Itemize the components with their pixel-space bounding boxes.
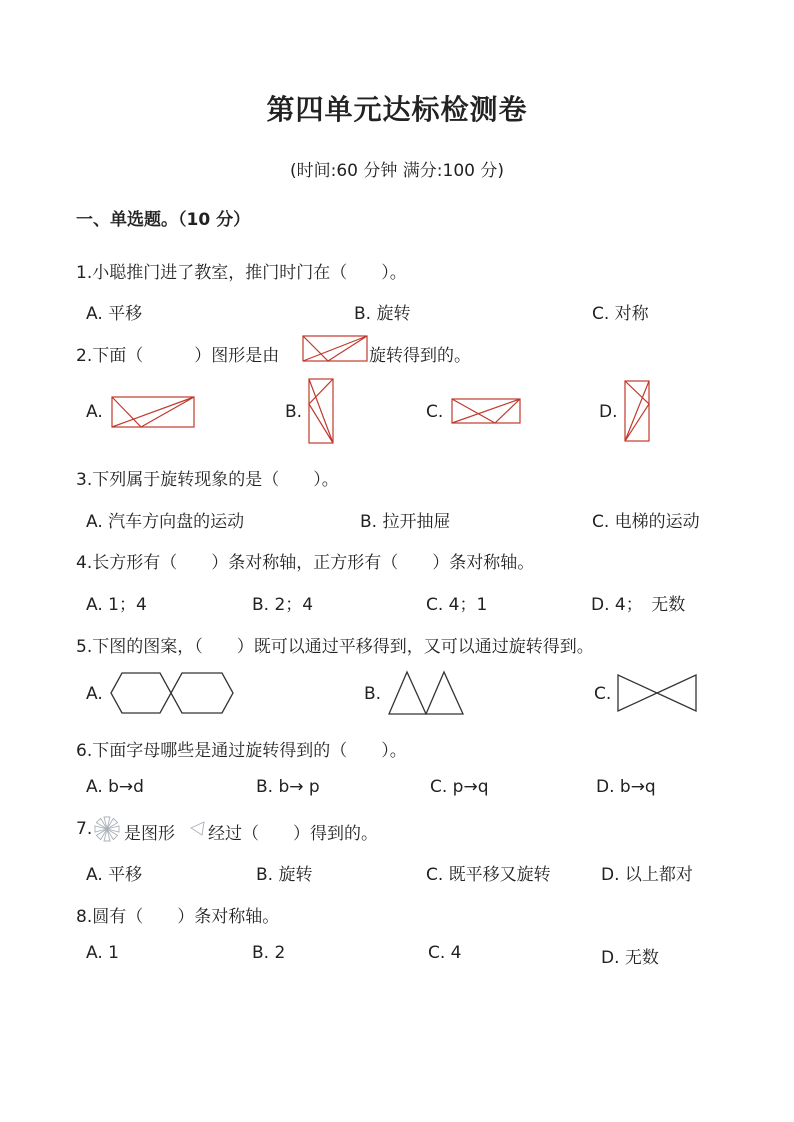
q7-option-c[interactable]: C. 既平移又旋转 (426, 865, 551, 885)
q4-option-d[interactable]: D. 4； 无数 (591, 595, 686, 615)
question-8-stem: 8.圆有（ ）条对称轴。 (76, 907, 280, 927)
q5-option-a-figure[interactable] (110, 672, 234, 714)
q6-option-d[interactable]: D. b→q (596, 777, 656, 797)
q8-option-a[interactable]: A. 1 (86, 943, 119, 963)
question-7-number: 7. (76, 819, 93, 839)
question-2-stem-end: 旋转得到的。 (369, 346, 471, 366)
q8-option-b[interactable]: B. 2 (252, 943, 286, 963)
page-title: 第四单元达标检测卷 (266, 93, 528, 126)
question-2-stem: 2.下面（ ）图形是由 (76, 346, 280, 366)
q1-option-c[interactable]: C. 对称 (592, 304, 649, 324)
q4-option-b[interactable]: B. 2；4 (252, 595, 314, 615)
q2-option-a[interactable]: A. (86, 402, 103, 422)
exam-info: (时间:60 分钟 满分:100 分) (289, 161, 504, 181)
question-4-stem: 4.长方形有（ ）条对称轴，正方形有（ ）条对称轴。 (76, 553, 535, 573)
q3-option-a[interactable]: A. 汽车方向盘的运动 (86, 512, 245, 532)
q6-option-c[interactable]: C. p→q (430, 777, 489, 797)
q1-option-b[interactable]: B. 旋转 (354, 304, 411, 324)
section-heading: 一、单选题。（10 分） (76, 210, 251, 230)
q4-option-a[interactable]: A. 1；4 (86, 595, 147, 615)
question-6-stem: 6.下面字母哪些是通过旋转得到的（ ）。 (76, 741, 407, 761)
q5-option-c-figure[interactable] (617, 674, 697, 712)
triangle-blade-icon (190, 821, 206, 837)
q5-option-b-figure[interactable] (388, 670, 464, 716)
q6-option-b[interactable]: B. b→ p (256, 777, 320, 797)
q2-option-b-figure[interactable] (308, 378, 334, 444)
q3-option-c[interactable]: C. 电梯的运动 (592, 512, 700, 532)
q3-option-b[interactable]: B. 拉开抽屉 (360, 512, 451, 532)
question-1-stem: 1.小聪推门进了教室，推门时门在（ ）。 (76, 263, 407, 283)
q7-option-a[interactable]: A. 平移 (86, 865, 143, 885)
pinwheel-icon (93, 815, 121, 843)
question-5-stem: 5.下图的图案，（ ）既可以通过平移得到，又可以通过旋转得到。 (76, 637, 594, 657)
q2-option-d[interactable]: D. (599, 402, 618, 422)
q4-option-c[interactable]: C. 4；1 (426, 595, 488, 615)
q7-option-b[interactable]: B. 旋转 (256, 865, 313, 885)
q2-option-d-figure[interactable] (624, 380, 650, 442)
question-3-stem: 3.下列属于旋转现象的是（ ）。 (76, 470, 339, 490)
q5-option-c[interactable]: C. (594, 684, 612, 704)
q2-option-c-figure[interactable] (451, 398, 521, 424)
q7-option-d[interactable]: D. 以上都对 (601, 865, 693, 885)
q2-option-a-figure[interactable] (111, 396, 195, 428)
q8-option-c[interactable]: C. 4 (428, 943, 462, 963)
question-7-stem-end: 经过（ ）得到的。 (208, 824, 378, 844)
q2-option-b[interactable]: B. (285, 402, 303, 422)
q5-option-b[interactable]: B. (364, 684, 382, 704)
q6-option-a[interactable]: A. b→d (86, 777, 144, 797)
q8-option-d[interactable]: D. 无数 (601, 948, 659, 968)
q1-option-a[interactable]: A. 平移 (86, 304, 143, 324)
q2-reference-figure (302, 335, 368, 363)
q5-option-a[interactable]: A. (86, 684, 103, 704)
question-7-stem-mid: 是图形 (124, 824, 175, 844)
q2-option-c[interactable]: C. (426, 402, 444, 422)
